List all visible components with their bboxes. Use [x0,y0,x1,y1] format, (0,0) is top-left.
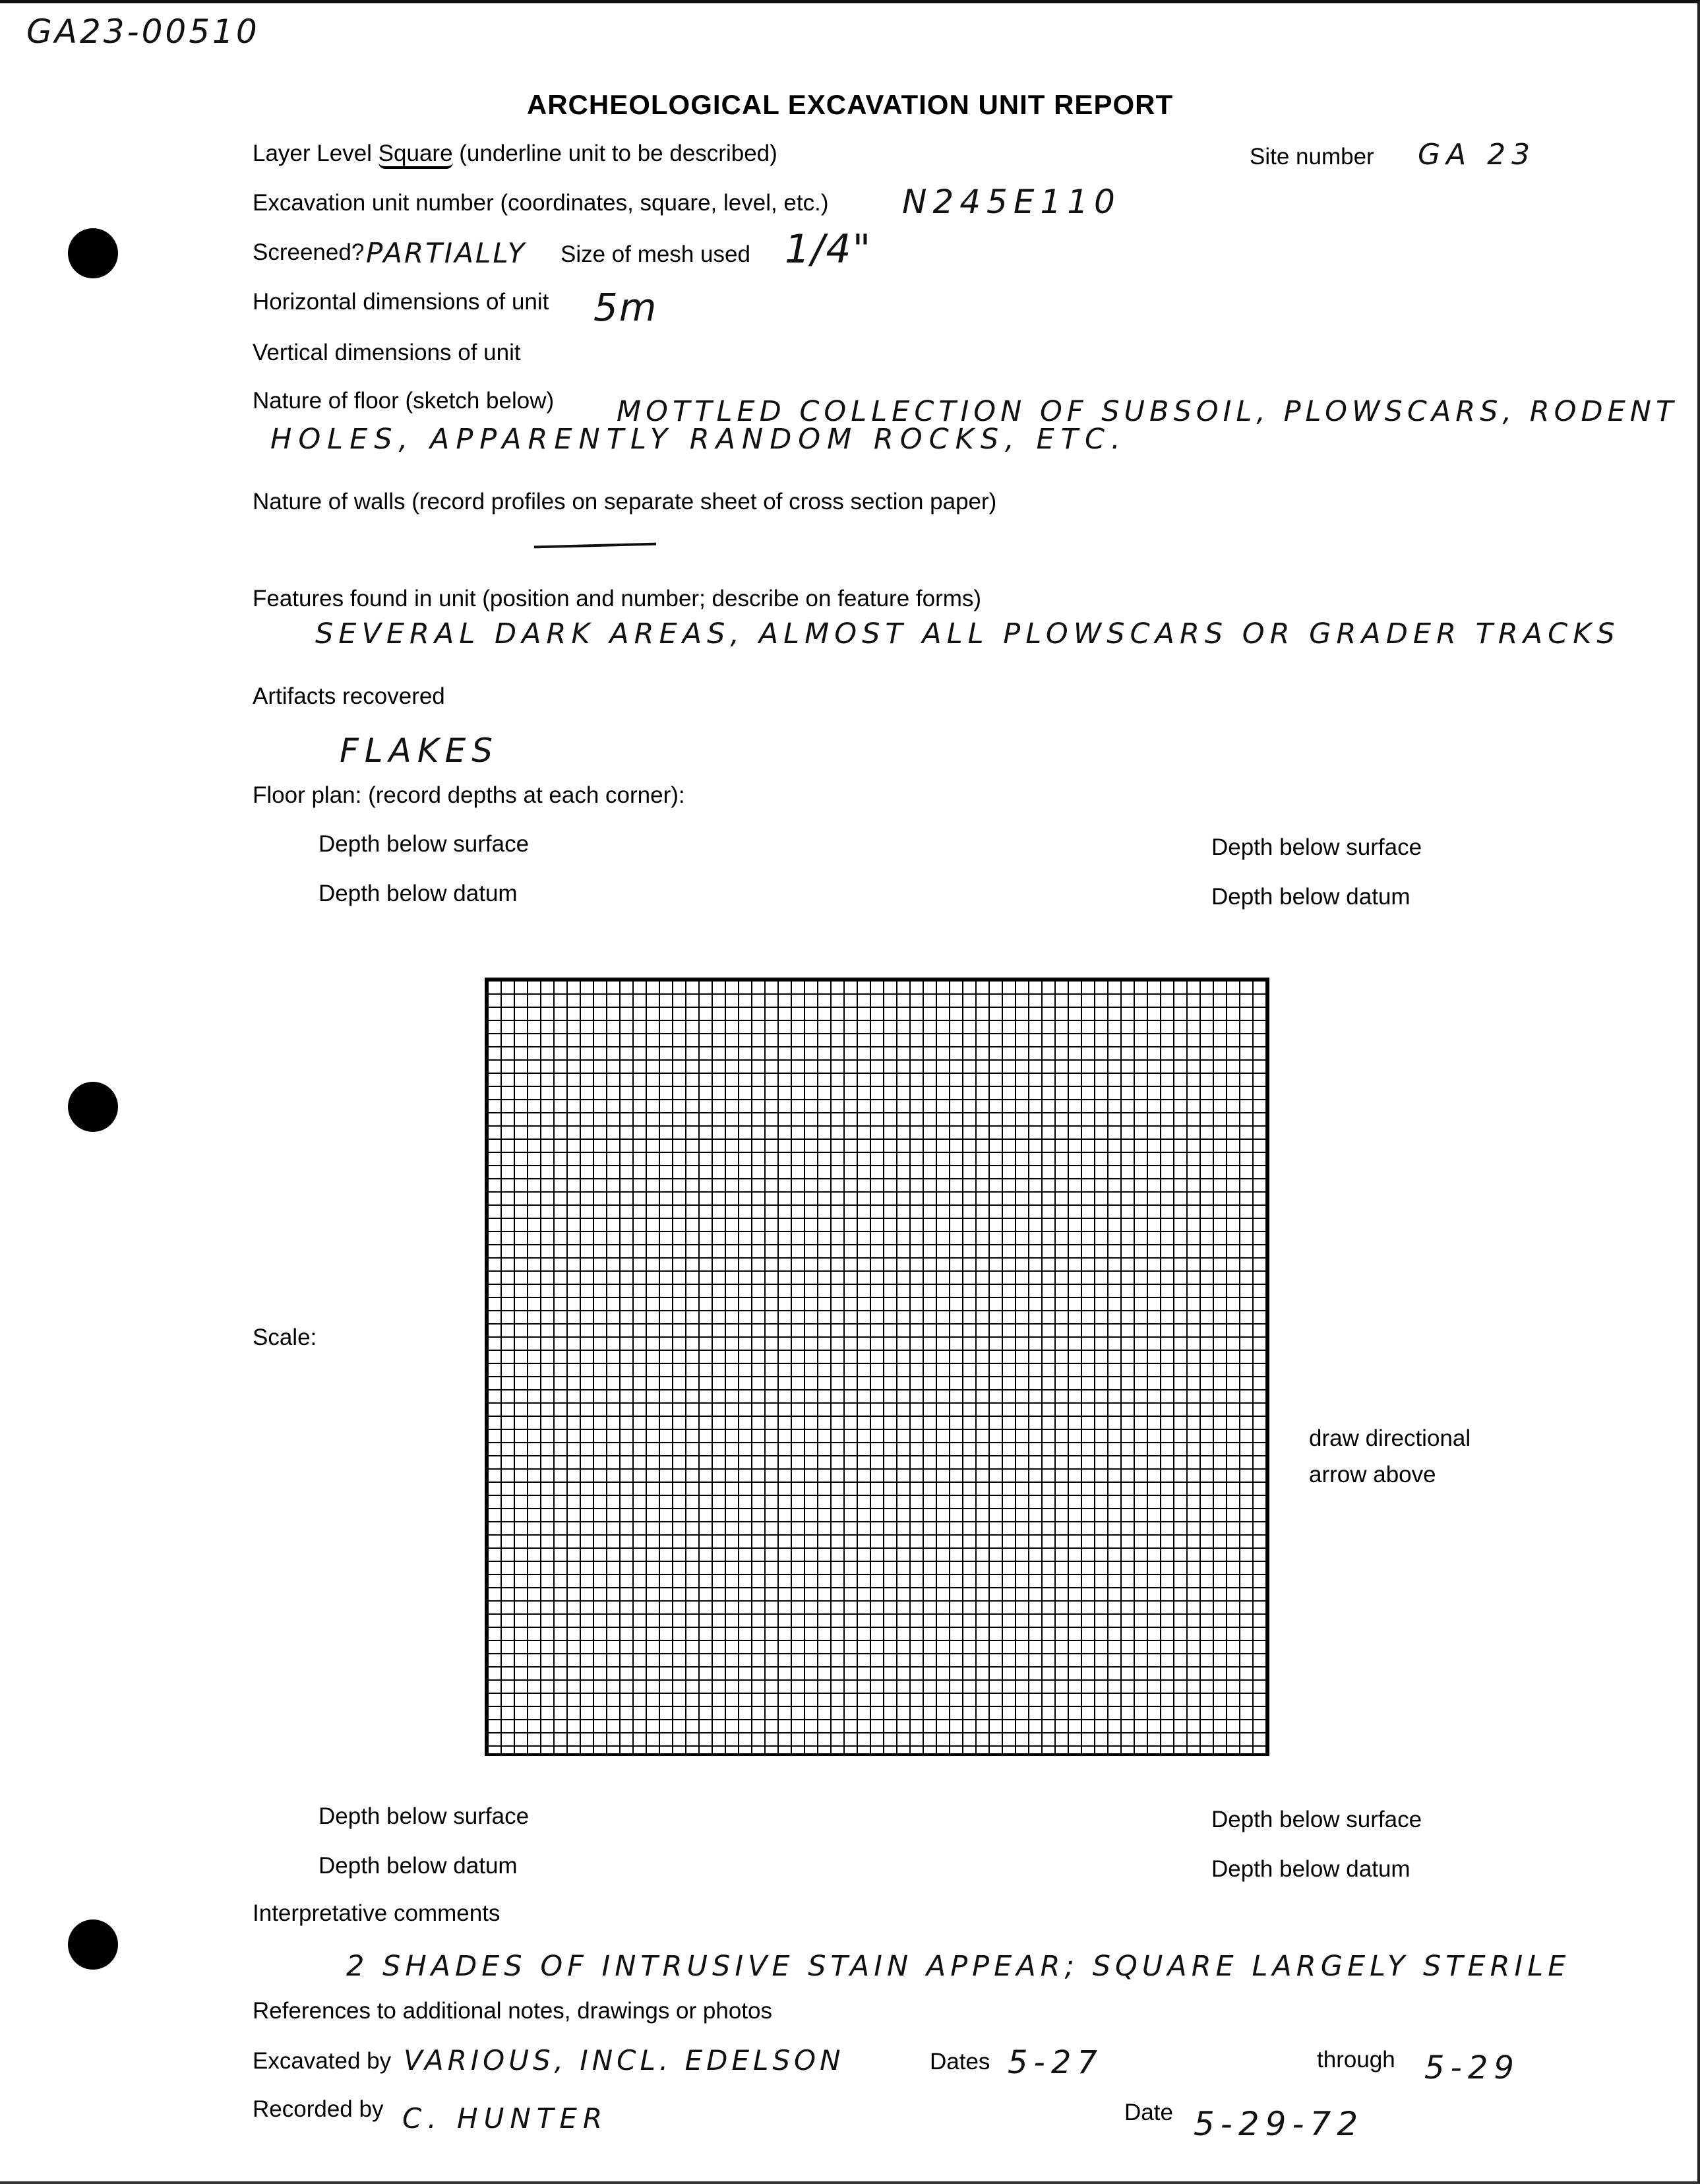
features-label: Features found in unit (position and number; describe on feature forms) [253,586,982,611]
depth-surface-bottom-left: Depth below surface [319,1803,530,1829]
floor-plan-grid [485,978,1269,1756]
walls-dash-mark [534,543,656,549]
recorded-by-label: Recorded by [253,2096,384,2122]
floor-nature-label: Nature of floor (sketch below) [253,388,555,414]
document-id: GA23-00510 [26,13,260,51]
recorded-by-value: C. HUNTER [402,2102,609,2135]
interpretative-comments-value: 2 SHADES OF INTRUSIVE STAIN APPEAR; SQUARE LARGELY STERILE [346,1950,1571,1983]
binder-hole-top [68,228,118,278]
horizontal-dimensions-label: Horizontal dimensions of unit [253,289,549,315]
excavated-by-value: VARIOUS, INCL. EDELSON [404,2044,845,2076]
floor-plan-label: Floor plan: (record depths at each corner): [253,782,685,808]
date-label: Date [1124,2100,1173,2125]
artifacts-label: Artifacts recovered [253,683,445,709]
depth-surface-top-left: Depth below surface [319,831,530,857]
floor-nature-line-2: HOLES, APPARENTLY RANDOM ROCKS, ETC. [270,423,1127,456]
floor-nature-line-1: MOTTLED COLLECTION OF SUBSOIL, PLOWSCARS, RODENT [617,395,1678,428]
excavated-by-label: Excavated by [253,2048,392,2074]
layer-level-line [253,142,777,165]
features-value: SEVERAL DARK AREAS, ALMOST ALL PLOWSCARS OR GRADER TRACKS [315,617,1620,650]
scale-label: Scale: [253,1325,317,1350]
date-value: 5-29-72 [1194,2105,1364,2143]
screened-label: Screened? [253,239,365,265]
dates-from-value: 5-27 [1008,2044,1103,2081]
site-number-label: Site number [1250,144,1374,170]
site-number-value: GA 23 [1418,138,1536,172]
layer-selected-unit: Square [379,140,453,169]
walls-nature-label: Nature of walls (record profiles on separate sheet of cross section paper) [253,489,997,515]
depth-datum-top-left: Depth below datum [319,881,518,906]
dates-through-value: 5-29 [1424,2049,1520,2086]
binder-hole-middle [68,1082,118,1132]
vertical-dimensions-label: Vertical dimensions of unit [253,340,521,365]
interpretative-comments-label: Interpretative comments [253,1900,501,1926]
arrow-note-line-2: arrow above [1309,1462,1436,1487]
depth-surface-top-right: Depth below surface [1211,834,1422,860]
mesh-size-value: 1/4" [785,226,872,272]
depth-datum-bottom-right: Depth below datum [1211,1856,1411,1882]
arrow-note-line-1: draw directional [1309,1425,1471,1451]
excavation-unit-label: Excavation unit number (coordinates, square, level, etc.) [253,190,829,216]
through-label: through [1317,2047,1395,2073]
screened-value: PARTIALLY [366,237,527,269]
depth-datum-top-right: Depth below datum [1211,884,1411,910]
report-title: ARCHEOLOGICAL EXCAVATION UNIT REPORT [526,89,1174,120]
horizontal-dimensions-value: 5m [593,285,658,330]
references-label: References to additional notes, drawings or photos [253,1998,772,2024]
mesh-size-label: Size of mesh used [561,241,750,267]
dates-label: Dates [930,2049,990,2075]
depth-datum-bottom-left: Depth below datum [319,1853,518,1879]
layer-level-prefix: Layer Level [253,140,379,166]
binder-hole-bottom [68,1919,118,1970]
layer-level-suffix: (underline unit to be described) [452,140,777,166]
artifacts-value: FLAKES [340,732,499,770]
excavation-unit-value: N245E110 [902,183,1121,221]
depth-surface-bottom-right: Depth below surface [1211,1807,1422,1832]
